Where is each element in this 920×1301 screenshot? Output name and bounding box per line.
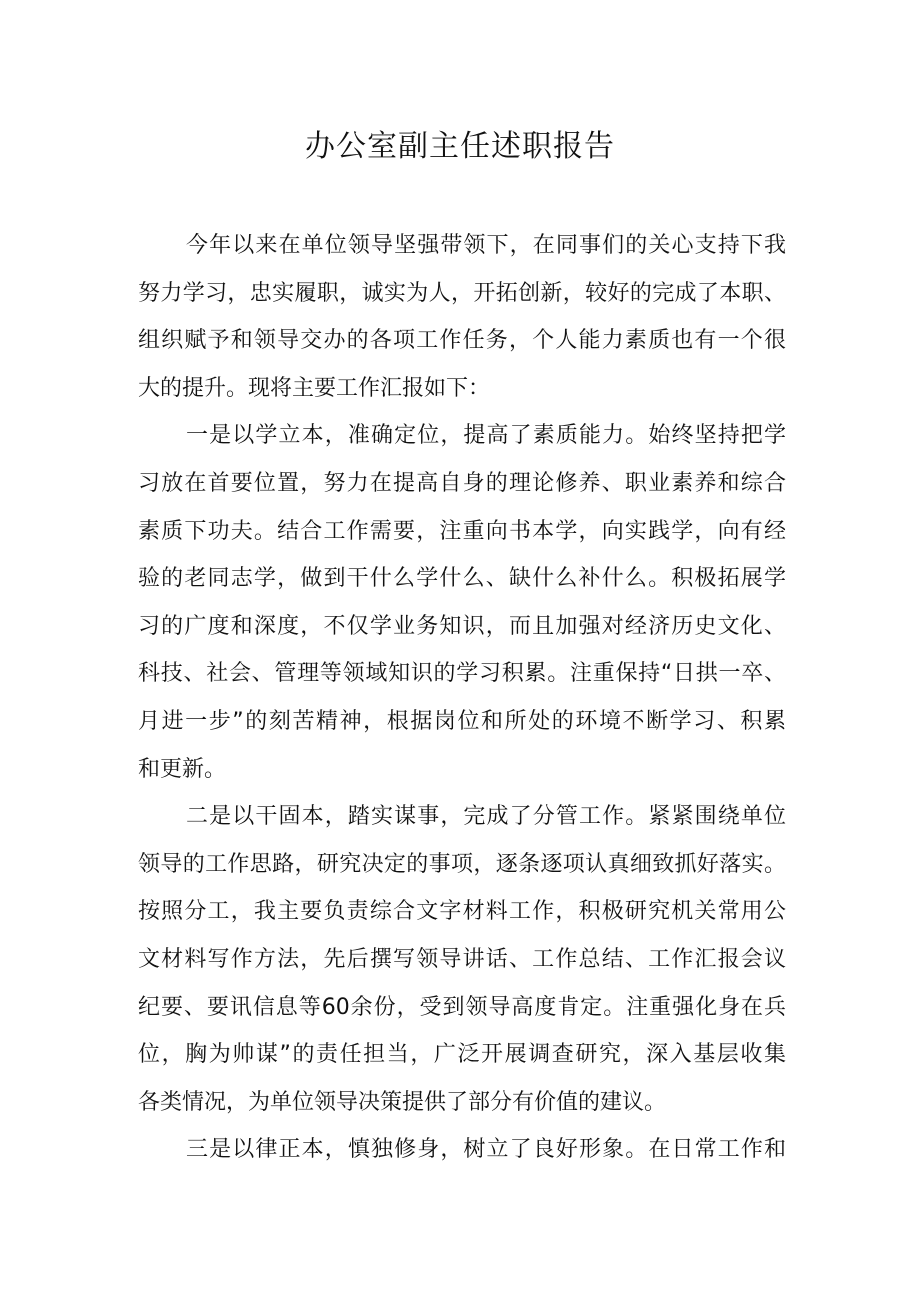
text-line: 习放在首要位置，努力在提高自身的理论修养、职业素养和综合: [138, 470, 786, 496]
text-line: 月进一步”的刻苦精神，根据岗位和所处的环境不断学习、积累: [138, 708, 786, 734]
text-line: 努力学习，忠实履职，诚实为人，开拓创新，较好的完成了本职、: [138, 280, 786, 306]
document-title: 办公室副主任述职报告: [305, 129, 615, 164]
text-line: 和更新。: [138, 756, 227, 782]
text-line: 今年以来在单位领导坚强带领下，在同事们的关心支持下我: [186, 233, 786, 258]
text-line: 验的老同志学，做到干什么学什么、缺什么补什么。积极拓展学: [138, 566, 786, 592]
text-line: 领导的工作思路，研究决定的事项，逐条逐项认真细致抓好落实。: [138, 851, 786, 877]
paragraph-intro: [138, 222, 786, 412]
text-line: 三是以律正本，慎独修身，树立了良好形象。在日常工作和: [186, 1137, 786, 1163]
text-line: 素质下功夫。结合工作需要，注重向书本学，向实践学，向有经: [138, 518, 786, 544]
text-line: 组织赋予和领导交办的各项工作任务，个人能力素质也有一个很: [138, 328, 786, 354]
text-line: 文材料写作方法，先后撰写领导讲话、工作总结、工作汇报会议: [138, 946, 786, 972]
text-line: 大的提升。现将主要工作汇报如下：: [138, 375, 491, 401]
text-line: 各类情况，为单位领导决策提供了部分有价值的建议。: [138, 1089, 667, 1115]
paragraph-point-2: [138, 793, 786, 1126]
text-line: 习的广度和深度，不仅学业务知识，而且加强对经济历史文化、: [138, 613, 786, 639]
text-line: 科技、社会、管理等领域知识的学习积累。注重保持“日拱一卒、: [138, 661, 786, 687]
text-line: 位，胸为帅谋”的责任担当，广泛开展调查研究，深入基层收集: [138, 1042, 786, 1068]
paragraph-point-1: [138, 412, 786, 793]
text-line: 一是以学立本，准确定位，提高了素质能力。始终坚持把学: [186, 423, 786, 449]
document-body: [138, 222, 786, 1174]
paragraph-point-3: [138, 1126, 786, 1174]
text-line: 二是以干固本，踏实谋事，完成了分管工作。紧紧围绕单位: [186, 804, 786, 830]
text-line: 按照分工，我主要负责综合文字材料工作，积极研究机关常用公: [138, 899, 786, 925]
text-line: 纪要、要讯信息等60余份，受到领导高度肯定。注重强化身在兵: [138, 994, 786, 1020]
